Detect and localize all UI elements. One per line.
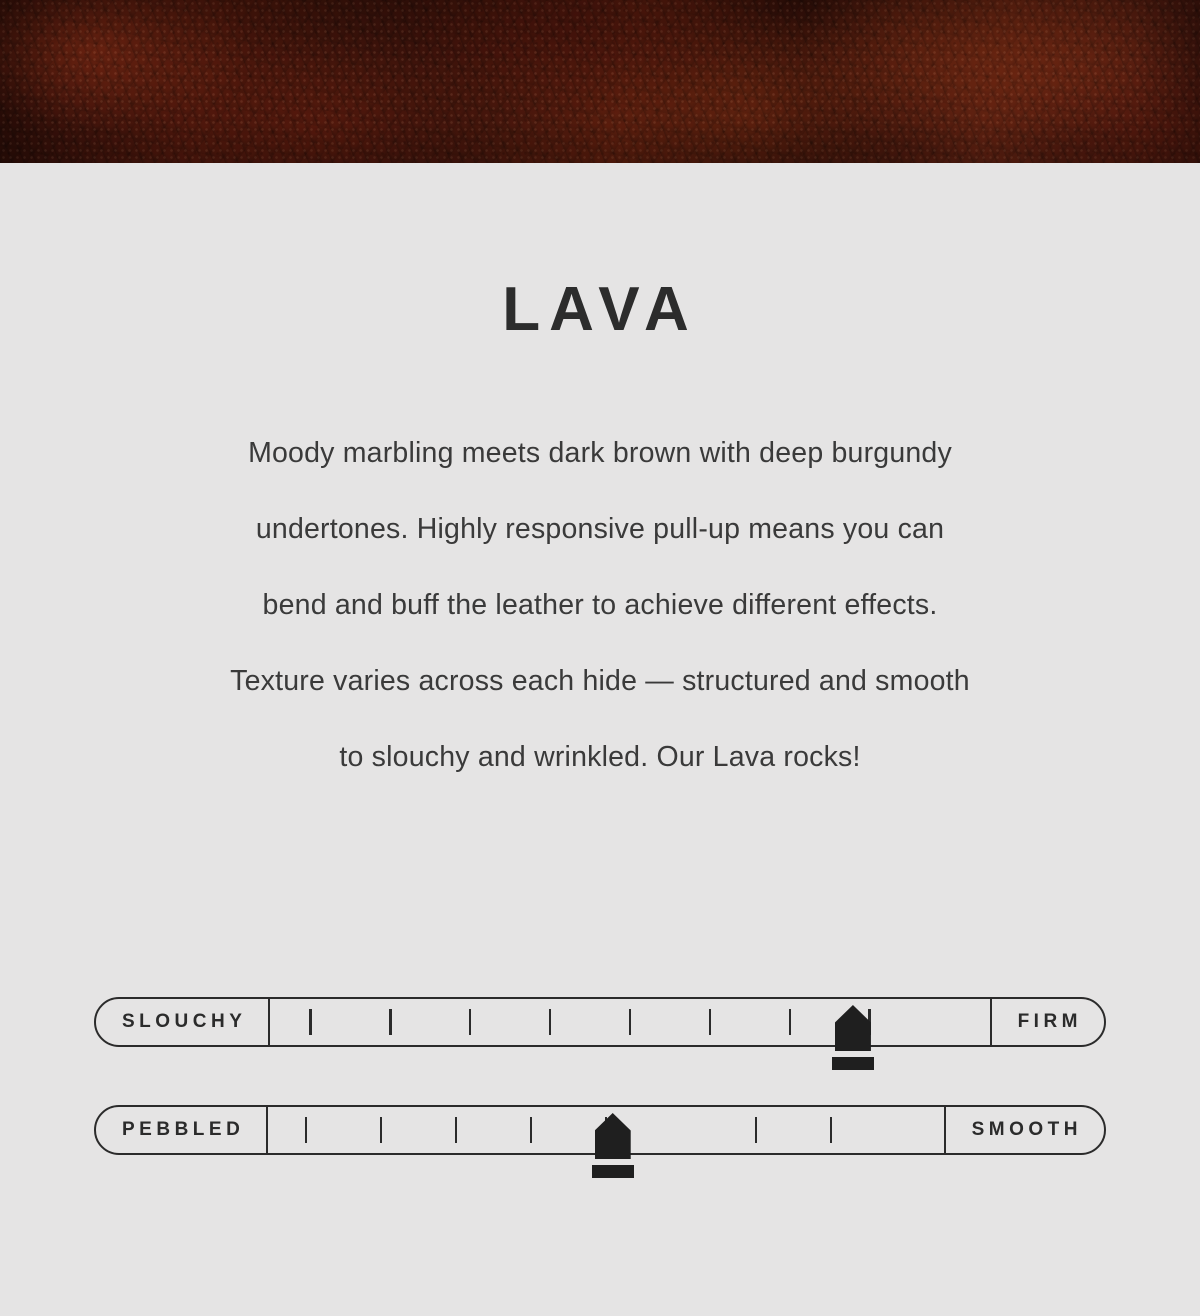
scale-tick [530, 1117, 533, 1143]
marker-pin-icon [595, 1113, 631, 1159]
scale-tick [755, 1117, 758, 1143]
scale-tick [948, 1009, 951, 1035]
swatch-vignette-layer [0, 0, 1200, 163]
surface-scale-track[interactable] [268, 1107, 943, 1153]
surface-scale-right-label: SMOOTH [944, 1107, 1104, 1153]
tick-slot [670, 1009, 750, 1035]
scale-tick [905, 1117, 908, 1143]
tick-slot [270, 1009, 350, 1035]
leather-info-card [0, 275, 1200, 1316]
description-line: undertones. Highly responsive pull-up means you can [255, 513, 945, 545]
structure-scale-bar[interactable] [94, 997, 1106, 1047]
tick-slot [718, 1117, 793, 1143]
tick-slot [268, 1117, 343, 1143]
tick-slot [350, 1009, 430, 1035]
marker-base [832, 1057, 874, 1070]
tick-slot [418, 1117, 493, 1143]
description-line: bend and buff the leather to achieve different effects. [262, 589, 938, 621]
tick-slot [343, 1117, 418, 1143]
scale-tick [380, 1117, 383, 1143]
marker-pin-icon [835, 1005, 871, 1051]
structure-scale-track[interactable] [270, 999, 989, 1045]
marker-base [592, 1165, 634, 1178]
leather-swatch-lava [0, 0, 1200, 163]
surface-scale-bar[interactable] [94, 1105, 1106, 1155]
scale-tick [629, 1009, 632, 1035]
scale-tick [549, 1009, 552, 1035]
structure-scale-marker[interactable] [832, 1005, 874, 1079]
scales-group [0, 997, 1200, 1213]
surface-scale [94, 1105, 1106, 1213]
scale-tick [680, 1117, 683, 1143]
scale-tick [309, 1009, 312, 1035]
tick-slot [910, 1009, 990, 1035]
description-line: Texture varies across each hide — structured and smooth [230, 665, 970, 697]
tick-slot [493, 1117, 568, 1143]
surface-scale-marker[interactable] [592, 1113, 634, 1187]
structure-scale-left-label: SLOUCHY [96, 999, 270, 1045]
tick-slot [643, 1117, 718, 1143]
tick-slot [590, 1009, 670, 1035]
scale-tick [305, 1117, 308, 1143]
tick-slot [869, 1117, 944, 1143]
structure-scale-ticks [270, 999, 989, 1045]
structure-scale-right-label: FIRM [990, 999, 1104, 1045]
scale-tick [455, 1117, 458, 1143]
description-line: to slouchy and wrinkled. Our Lava rocks! [339, 741, 861, 773]
scale-tick [709, 1009, 712, 1035]
tick-slot [510, 1009, 590, 1035]
description-line: Moody marbling meets dark brown with deep burgundy [248, 437, 952, 469]
scale-tick [469, 1009, 472, 1035]
scale-tick [389, 1009, 392, 1035]
structure-scale [94, 997, 1106, 1105]
tick-slot [430, 1009, 510, 1035]
description-block [170, 415, 1030, 795]
tick-slot [750, 1009, 830, 1035]
scale-tick [830, 1117, 833, 1143]
page-title: LAVA [502, 275, 698, 344]
tick-slot [794, 1117, 869, 1143]
surface-scale-left-label: PEBBLED [96, 1107, 268, 1153]
scale-tick [789, 1009, 792, 1035]
